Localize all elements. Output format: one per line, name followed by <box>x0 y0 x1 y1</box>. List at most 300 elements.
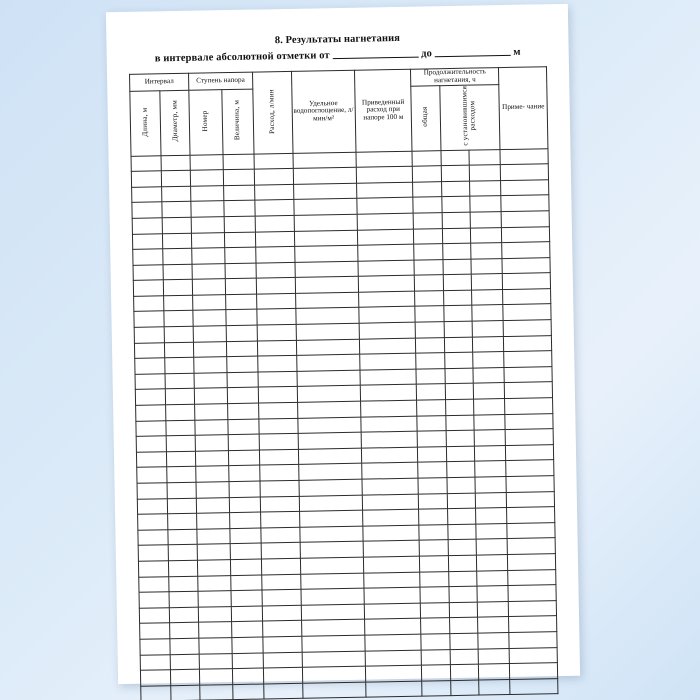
table-cell[interactable] <box>257 324 296 340</box>
table-cell[interactable] <box>444 337 472 353</box>
table-cell[interactable] <box>224 200 255 216</box>
table-cell[interactable] <box>257 340 296 356</box>
table-cell[interactable] <box>443 243 471 259</box>
table-cell[interactable] <box>417 431 446 447</box>
table-cell[interactable] <box>170 623 199 639</box>
table-cell[interactable] <box>200 669 233 685</box>
table-cell[interactable] <box>501 211 549 227</box>
table-cell[interactable] <box>254 153 293 169</box>
table-cell[interactable] <box>260 480 299 496</box>
table-cell[interactable] <box>261 558 300 574</box>
table-cell[interactable] <box>509 647 557 663</box>
table-cell[interactable] <box>226 325 257 341</box>
table-cell[interactable] <box>474 430 506 446</box>
table-cell[interactable] <box>441 150 469 166</box>
table-cell[interactable] <box>296 323 359 340</box>
table-cell[interactable] <box>414 244 443 260</box>
table-cell[interactable] <box>226 310 257 326</box>
table-cell[interactable] <box>364 587 421 604</box>
table-cell[interactable] <box>232 621 263 637</box>
table-cell[interactable] <box>258 387 297 403</box>
table-cell[interactable] <box>506 460 554 476</box>
table-cell[interactable] <box>167 482 196 498</box>
table-cell[interactable] <box>504 382 552 398</box>
table-cell[interactable] <box>294 199 357 216</box>
table-cell[interactable] <box>418 478 447 494</box>
table-cell[interactable] <box>359 353 416 370</box>
table-cell[interactable] <box>194 372 227 388</box>
table-cell[interactable] <box>228 403 259 419</box>
table-cell[interactable] <box>474 445 506 461</box>
table-cell[interactable] <box>162 186 191 202</box>
table-cell[interactable] <box>162 202 191 218</box>
table-cell[interactable] <box>475 492 507 508</box>
table-cell[interactable] <box>198 591 231 607</box>
table-cell[interactable] <box>299 510 362 527</box>
table-cell[interactable] <box>168 513 197 529</box>
table-cell[interactable] <box>302 666 365 683</box>
table-cell[interactable] <box>472 305 504 321</box>
table-cell[interactable] <box>357 229 414 246</box>
table-cell[interactable] <box>137 498 168 514</box>
table-cell[interactable] <box>167 451 196 467</box>
table-cell[interactable] <box>356 151 413 168</box>
table-cell[interactable] <box>195 419 228 435</box>
table-cell[interactable] <box>225 278 256 294</box>
table-cell[interactable] <box>259 434 298 450</box>
table-cell[interactable] <box>503 335 551 351</box>
table-cell[interactable] <box>357 244 414 261</box>
table-cell[interactable] <box>444 290 472 306</box>
table-cell[interactable] <box>475 508 507 524</box>
table-cell[interactable] <box>442 181 470 197</box>
table-cell[interactable] <box>165 326 194 342</box>
table-cell[interactable] <box>421 618 450 634</box>
table-cell[interactable] <box>415 306 444 322</box>
table-cell[interactable] <box>445 368 473 384</box>
table-cell[interactable] <box>476 570 508 586</box>
table-cell[interactable] <box>133 249 164 265</box>
table-cell[interactable] <box>470 211 502 227</box>
table-cell[interactable] <box>357 213 414 230</box>
table-cell[interactable] <box>507 522 555 538</box>
table-cell[interactable] <box>441 165 469 181</box>
table-cell[interactable] <box>195 404 228 420</box>
table-cell[interactable] <box>136 436 167 452</box>
table-cell[interactable] <box>192 248 225 264</box>
table-cell[interactable] <box>502 257 550 273</box>
table-cell[interactable] <box>198 606 231 622</box>
table-cell[interactable] <box>298 432 361 449</box>
table-cell[interactable] <box>256 293 295 309</box>
table-cell[interactable] <box>229 450 260 466</box>
table-cell[interactable] <box>415 291 444 307</box>
table-cell[interactable] <box>295 261 358 278</box>
table-cell[interactable] <box>231 590 262 606</box>
table-cell[interactable] <box>415 322 444 338</box>
table-cell[interactable] <box>255 231 294 247</box>
table-cell[interactable] <box>446 446 474 462</box>
table-cell[interactable] <box>415 275 444 291</box>
table-cell[interactable] <box>232 653 263 669</box>
table-cell[interactable] <box>262 621 301 637</box>
table-cell[interactable] <box>134 327 165 343</box>
table-cell[interactable] <box>509 616 557 632</box>
table-cell[interactable] <box>301 604 364 621</box>
table-cell[interactable] <box>502 242 550 258</box>
table-cell[interactable] <box>362 509 419 526</box>
table-cell[interactable] <box>302 651 365 668</box>
table-cell[interactable] <box>500 148 548 164</box>
table-cell[interactable] <box>137 483 168 499</box>
interval-from-blank[interactable] <box>332 57 418 60</box>
table-cell[interactable] <box>416 368 445 384</box>
table-cell[interactable] <box>447 462 475 478</box>
table-cell[interactable] <box>300 573 363 590</box>
table-cell[interactable] <box>357 198 414 215</box>
table-cell[interactable] <box>300 526 363 543</box>
table-cell[interactable] <box>478 664 510 680</box>
table-cell[interactable] <box>164 280 193 296</box>
table-cell[interactable] <box>508 600 556 616</box>
table-cell[interactable] <box>255 215 294 231</box>
table-cell[interactable] <box>476 539 508 555</box>
table-cell[interactable] <box>169 545 198 561</box>
table-cell[interactable] <box>256 262 295 278</box>
table-cell[interactable] <box>360 400 417 417</box>
table-cell[interactable] <box>140 623 171 639</box>
table-cell[interactable] <box>506 491 554 507</box>
table-cell[interactable] <box>420 587 449 603</box>
table-cell[interactable] <box>478 648 510 664</box>
table-cell[interactable] <box>421 634 450 650</box>
table-cell[interactable] <box>134 311 165 327</box>
table-cell[interactable] <box>476 554 508 570</box>
table-cell[interactable] <box>447 493 475 509</box>
table-cell[interactable] <box>475 477 507 493</box>
table-cell[interactable] <box>298 417 361 434</box>
table-cell[interactable] <box>139 607 170 623</box>
table-cell[interactable] <box>197 528 230 544</box>
table-cell[interactable] <box>361 463 418 480</box>
table-cell[interactable] <box>508 585 556 601</box>
table-cell[interactable] <box>360 385 417 402</box>
table-cell[interactable] <box>501 195 549 211</box>
table-cell[interactable] <box>507 538 555 554</box>
table-cell[interactable] <box>140 639 171 655</box>
table-cell[interactable] <box>297 401 360 418</box>
table-cell[interactable] <box>473 383 505 399</box>
table-cell[interactable] <box>363 572 420 589</box>
table-cell[interactable] <box>262 589 301 605</box>
table-cell[interactable] <box>161 155 190 171</box>
table-cell[interactable] <box>192 263 225 279</box>
table-cell[interactable] <box>132 202 163 218</box>
table-cell[interactable] <box>138 514 169 530</box>
table-cell[interactable] <box>471 289 503 305</box>
table-cell[interactable] <box>501 179 549 195</box>
table-cell[interactable] <box>256 309 295 325</box>
table-cell[interactable] <box>501 226 549 242</box>
table-cell[interactable] <box>192 232 225 248</box>
table-cell[interactable] <box>361 416 418 433</box>
table-cell[interactable] <box>473 367 505 383</box>
table-cell[interactable] <box>254 200 293 216</box>
table-cell[interactable] <box>260 527 299 543</box>
table-cell[interactable] <box>450 617 478 633</box>
table-cell[interactable] <box>194 341 227 357</box>
table-cell[interactable] <box>225 263 256 279</box>
table-cell[interactable] <box>419 540 448 556</box>
table-cell[interactable] <box>133 264 164 280</box>
table-cell[interactable] <box>224 216 255 232</box>
table-cell[interactable] <box>233 668 264 684</box>
table-cell[interactable] <box>295 276 358 293</box>
table-cell[interactable] <box>469 165 501 181</box>
table-cell[interactable] <box>413 166 442 182</box>
table-cell[interactable] <box>198 575 231 591</box>
table-cell[interactable] <box>446 399 474 415</box>
table-cell[interactable] <box>196 497 229 513</box>
table-cell[interactable] <box>166 404 195 420</box>
table-cell[interactable] <box>193 310 226 326</box>
table-cell[interactable] <box>302 635 365 652</box>
table-cell[interactable] <box>505 413 553 429</box>
table-cell[interactable] <box>294 245 357 262</box>
table-cell[interactable] <box>416 353 445 369</box>
table-cell[interactable] <box>507 554 555 570</box>
table-cell[interactable] <box>165 373 194 389</box>
table-cell[interactable] <box>470 196 502 212</box>
table-cell[interactable] <box>262 636 301 652</box>
table-cell[interactable] <box>261 574 300 590</box>
table-cell[interactable] <box>191 201 224 217</box>
table-cell[interactable] <box>293 183 356 200</box>
table-cell[interactable] <box>196 466 229 482</box>
table-cell[interactable] <box>257 356 296 372</box>
table-cell[interactable] <box>293 167 356 184</box>
table-cell[interactable] <box>298 464 361 481</box>
table-cell[interactable] <box>446 415 474 431</box>
table-cell[interactable] <box>139 592 170 608</box>
table-cell[interactable] <box>473 399 505 415</box>
table-cell[interactable] <box>362 478 419 495</box>
table-cell[interactable] <box>227 356 258 372</box>
table-cell[interactable] <box>164 295 193 311</box>
table-cell[interactable] <box>448 524 476 540</box>
table-cell[interactable] <box>230 543 261 559</box>
table-cell[interactable] <box>224 185 255 201</box>
table-cell[interactable] <box>190 154 223 170</box>
table-cell[interactable] <box>505 429 553 445</box>
table-cell[interactable] <box>131 171 162 187</box>
table-cell[interactable] <box>445 384 473 400</box>
table-cell[interactable] <box>171 669 200 685</box>
table-cell[interactable] <box>197 513 230 529</box>
table-cell[interactable] <box>296 354 359 371</box>
table-cell[interactable] <box>254 184 293 200</box>
table-cell[interactable] <box>166 389 195 405</box>
table-cell[interactable] <box>167 467 196 483</box>
table-cell[interactable] <box>477 601 509 617</box>
table-cell[interactable] <box>190 170 223 186</box>
table-cell[interactable] <box>164 311 193 327</box>
table-cell[interactable] <box>163 233 192 249</box>
table-cell[interactable] <box>505 444 553 460</box>
table-cell[interactable] <box>134 342 165 358</box>
table-cell[interactable] <box>472 336 504 352</box>
table-cell[interactable] <box>260 496 299 512</box>
table-cell[interactable] <box>263 667 302 683</box>
table-cell[interactable] <box>507 507 555 523</box>
table-cell[interactable] <box>233 684 264 700</box>
table-cell[interactable] <box>508 569 556 585</box>
table-cell[interactable] <box>191 217 224 233</box>
table-cell[interactable] <box>419 493 448 509</box>
table-cell[interactable] <box>296 339 359 356</box>
table-cell[interactable] <box>449 586 477 602</box>
table-cell[interactable] <box>169 591 198 607</box>
table-cell[interactable] <box>199 638 232 654</box>
table-cell[interactable] <box>477 586 509 602</box>
table-cell[interactable] <box>165 342 194 358</box>
table-cell[interactable] <box>171 654 200 670</box>
table-cell[interactable] <box>162 170 191 186</box>
table-cell[interactable] <box>509 663 557 679</box>
table-cell[interactable] <box>471 258 503 274</box>
table-cell[interactable] <box>170 638 199 654</box>
table-cell[interactable] <box>448 555 476 571</box>
table-cell[interactable] <box>138 545 169 561</box>
table-cell[interactable] <box>356 166 413 183</box>
table-cell[interactable] <box>416 337 445 353</box>
table-cell[interactable] <box>418 446 447 462</box>
table-cell[interactable] <box>170 607 199 623</box>
table-cell[interactable] <box>229 465 260 481</box>
table-cell[interactable] <box>259 465 298 481</box>
table-cell[interactable] <box>365 650 422 667</box>
table-cell[interactable] <box>227 341 258 357</box>
table-cell[interactable] <box>358 260 415 277</box>
table-cell[interactable] <box>196 450 229 466</box>
table-cell[interactable] <box>504 351 552 367</box>
table-cell[interactable] <box>232 637 263 653</box>
table-cell[interactable] <box>363 525 420 542</box>
table-cell[interactable] <box>474 414 506 430</box>
table-cell[interactable] <box>131 155 162 171</box>
table-cell[interactable] <box>166 420 195 436</box>
table-cell[interactable] <box>227 372 258 388</box>
table-cell[interactable] <box>254 169 293 185</box>
table-cell[interactable] <box>134 296 165 312</box>
table-cell[interactable] <box>223 169 254 185</box>
table-cell[interactable] <box>167 435 196 451</box>
table-cell[interactable] <box>448 539 476 555</box>
table-cell[interactable] <box>200 684 233 700</box>
table-cell[interactable] <box>258 371 297 387</box>
table-cell[interactable] <box>469 149 501 165</box>
table-cell[interactable] <box>358 291 415 308</box>
table-cell[interactable] <box>422 665 451 681</box>
table-cell[interactable] <box>444 321 472 337</box>
table-cell[interactable] <box>451 680 479 696</box>
table-cell[interactable] <box>361 431 418 448</box>
table-cell[interactable] <box>420 571 449 587</box>
table-cell[interactable] <box>231 559 262 575</box>
table-cell[interactable] <box>503 320 551 336</box>
table-cell[interactable] <box>470 243 502 259</box>
table-cell[interactable] <box>470 227 502 243</box>
table-cell[interactable] <box>361 447 418 464</box>
table-cell[interactable] <box>418 462 447 478</box>
table-cell[interactable] <box>422 680 451 696</box>
table-cell[interactable] <box>500 164 548 180</box>
table-cell[interactable] <box>262 605 301 621</box>
table-cell[interactable] <box>135 358 166 374</box>
table-cell[interactable] <box>132 233 163 249</box>
table-cell[interactable] <box>474 461 506 477</box>
table-cell[interactable] <box>365 634 422 651</box>
table-cell[interactable] <box>137 467 168 483</box>
table-cell[interactable] <box>261 543 300 559</box>
table-cell[interactable] <box>228 419 259 435</box>
table-cell[interactable] <box>196 482 229 498</box>
table-cell[interactable] <box>296 308 359 325</box>
table-cell[interactable] <box>421 602 450 618</box>
table-cell[interactable] <box>294 230 357 247</box>
table-cell[interactable] <box>421 649 450 665</box>
table-cell[interactable] <box>228 434 259 450</box>
table-cell[interactable] <box>414 228 443 244</box>
table-cell[interactable] <box>229 481 260 497</box>
table-cell[interactable] <box>138 561 169 577</box>
table-cell[interactable] <box>442 212 470 228</box>
table-cell[interactable] <box>136 405 167 421</box>
table-cell[interactable] <box>132 218 163 234</box>
table-cell[interactable] <box>258 418 297 434</box>
table-cell[interactable] <box>194 357 227 373</box>
table-cell[interactable] <box>192 279 225 295</box>
table-cell[interactable] <box>230 528 261 544</box>
table-cell[interactable] <box>413 213 442 229</box>
table-cell[interactable] <box>299 495 362 512</box>
table-cell[interactable] <box>364 618 421 635</box>
table-cell[interactable] <box>445 352 473 368</box>
table-cell[interactable] <box>478 632 510 648</box>
table-cell[interactable] <box>476 523 508 539</box>
table-cell[interactable] <box>359 338 416 355</box>
table-cell[interactable] <box>193 295 226 311</box>
table-cell[interactable] <box>293 152 356 169</box>
table-cell[interactable] <box>299 479 362 496</box>
table-cell[interactable] <box>163 217 192 233</box>
table-cell[interactable] <box>364 603 421 620</box>
table-cell[interactable] <box>226 294 257 310</box>
table-cell[interactable] <box>168 529 197 545</box>
table-cell[interactable] <box>297 386 360 403</box>
table-cell[interactable] <box>301 588 364 605</box>
table-cell[interactable] <box>138 530 169 546</box>
table-cell[interactable] <box>139 576 170 592</box>
table-cell[interactable] <box>509 632 557 648</box>
table-cell[interactable] <box>356 182 413 199</box>
table-cell[interactable] <box>365 681 422 698</box>
table-cell[interactable] <box>171 685 200 700</box>
table-cell[interactable] <box>505 398 553 414</box>
table-cell[interactable] <box>502 273 550 289</box>
table-cell[interactable] <box>444 306 472 322</box>
table-cell[interactable] <box>448 508 476 524</box>
